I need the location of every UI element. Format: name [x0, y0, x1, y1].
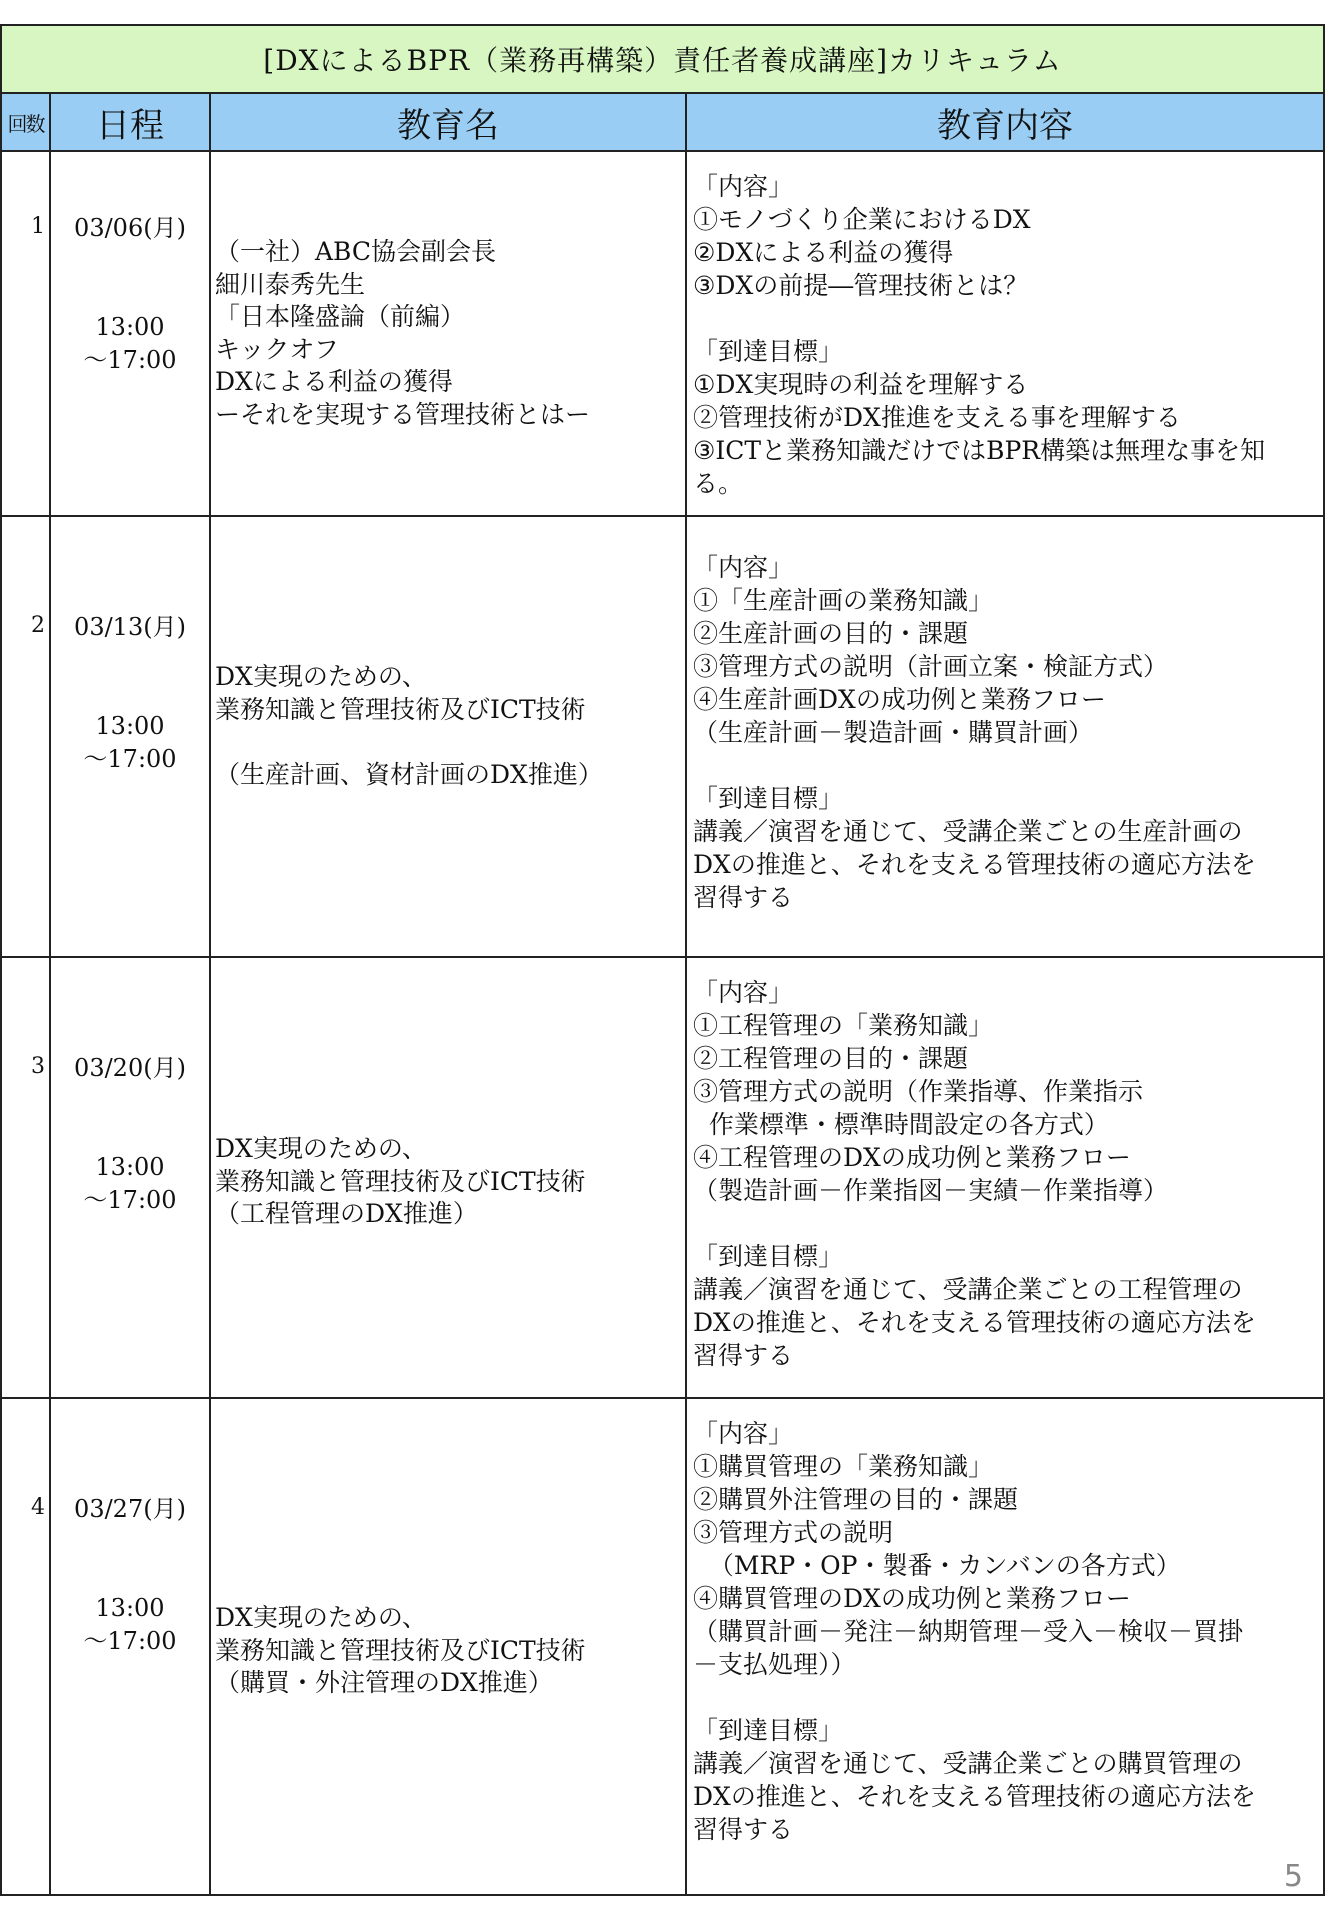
- text-line: 習得する: [693, 1341, 794, 1370]
- course-content: [686, 957, 1324, 1398]
- page-title: [DXによるBPR（業務再構築）責任者養成講座]カリキュラム: [1, 25, 1324, 93]
- session-time-start: 13:00: [95, 1594, 165, 1622]
- text-line: 細川泰秀先生: [215, 269, 366, 299]
- session-time-start: 13:00: [95, 1153, 165, 1181]
- text-line: 「内容」: [693, 172, 794, 201]
- session-schedule: [50, 151, 210, 516]
- course-name: [210, 151, 686, 516]
- text-line: （生産計画－製造計画・購買計画）: [693, 718, 1094, 747]
- session-number: 1: [1, 151, 50, 516]
- table-header-row: [1, 93, 1324, 151]
- text-line: －支払処理））: [693, 1650, 856, 1679]
- text-line: ③管理方式の説明（計画立案・検証方式）: [693, 652, 1169, 681]
- text-line: ①工程管理の「業務知識」: [693, 1011, 994, 1040]
- text-line: ーそれを実現する管理技術とはー: [215, 399, 591, 429]
- text-line: 「到達目標」: [693, 337, 844, 366]
- text-line: ②生産計画の目的・課題: [693, 619, 969, 648]
- text-line: 講義／演習を通じて、受講企業ごとの購買管理の: [693, 1749, 1243, 1778]
- header-no: 回数: [1, 93, 50, 151]
- session-date: 03/06(月): [74, 214, 186, 242]
- text-line: る。: [693, 469, 744, 498]
- name-lines: [215, 958, 685, 1231]
- text-line: 「到達目標」: [693, 1716, 844, 1745]
- session-schedule: [50, 516, 210, 957]
- text-line: DXの推進と、それを支える管理技術の適応方法を: [693, 1308, 1256, 1337]
- text-line: （MRP・OP・製番・カンバンの各方式）: [693, 1551, 1181, 1580]
- course-content: [686, 1398, 1324, 1895]
- session-time-end: ～17:00: [83, 1186, 177, 1214]
- table-row: [1, 151, 1324, 516]
- page-number: 5: [1283, 1859, 1303, 1894]
- content-lines: [693, 958, 1319, 1372]
- text-line: 講義／演習を通じて、受講企業ごとの工程管理の: [693, 1275, 1243, 1304]
- text-line: DXによる利益の獲得: [215, 367, 453, 396]
- text-line: 業務知識と管理技術及びICT技術: [215, 1635, 586, 1665]
- content-lines: [693, 1399, 1319, 1846]
- text-line: （工程管理のDX推進）: [215, 1199, 478, 1228]
- table-row: [1, 516, 1324, 957]
- course-name: [210, 1398, 686, 1895]
- text-line: 作業標準・標準時間設定の各方式）: [693, 1110, 1109, 1139]
- name-lines: [215, 517, 685, 791]
- table-row: [1, 957, 1324, 1398]
- text-line: （購買・外注管理のDX推進）: [215, 1668, 553, 1697]
- text-line: ②DXによる利益の獲得: [693, 238, 954, 267]
- text-line: （製造計画－作業指図－実績－作業指導）: [693, 1176, 1169, 1205]
- course-name: [210, 957, 686, 1398]
- content-lines: [693, 152, 1319, 500]
- text-line: （一社）ABC協会副会長: [215, 237, 497, 266]
- curriculum-sheet: [0, 24, 1323, 1896]
- text-line: ④生産計画DXの成功例と業務フロー: [693, 685, 1106, 714]
- text-line: [693, 302, 1319, 335]
- session-date: 03/13(月): [74, 613, 186, 641]
- text-line: 「内容」: [693, 553, 794, 582]
- text-line: ③ICTと業務知識だけではBPR構築は無理な事を知: [693, 436, 1266, 465]
- table-row: [1, 1398, 1324, 1895]
- text-line: ①購買管理の「業務知識」: [693, 1452, 994, 1481]
- session-number: 2: [1, 516, 50, 957]
- course-content: [686, 151, 1324, 516]
- text-line: 「到達目標」: [693, 784, 844, 813]
- text-line: ②管理技術がDX推進を支える事を理解する: [693, 403, 1181, 432]
- text-line: 習得する: [693, 1815, 794, 1844]
- text-line: 「日本隆盛論（前編）: [215, 302, 466, 331]
- text-line: DXの推進と、それを支える管理技術の適応方法を: [693, 1782, 1256, 1811]
- text-line: 「内容」: [693, 978, 794, 1007]
- text-line: 業務知識と管理技術及びICT技術: [215, 694, 586, 724]
- curriculum-table: [0, 24, 1325, 1896]
- text-line: [693, 1207, 1319, 1240]
- text-line: 「到達目標」: [693, 1242, 844, 1271]
- session-schedule: [50, 957, 210, 1398]
- session-time-end: ～17:00: [83, 745, 177, 773]
- session-time-end: ～17:00: [83, 346, 177, 374]
- name-lines: [215, 1399, 685, 1700]
- text-line: DX実現のための、: [215, 1134, 427, 1163]
- text-line: （購買計画－発注－納期管理－受入－検収－買掛: [693, 1617, 1244, 1646]
- text-line: [693, 1681, 1319, 1714]
- name-lines: [215, 152, 685, 431]
- text-line: ③DXの前提―管理技術とは？: [693, 271, 1029, 300]
- text-line: ③管理方式の説明: [693, 1518, 894, 1547]
- course-content: [686, 516, 1324, 957]
- text-line: ④工程管理のDXの成功例と業務フロー: [693, 1143, 1131, 1172]
- session-date: 03/27(月): [74, 1495, 186, 1523]
- text-line: [215, 726, 685, 759]
- text-line: 業務知識と管理技術及びICT技術: [215, 1166, 586, 1196]
- session-time-end: ～17:00: [83, 1627, 177, 1655]
- header-date: 日程: [50, 93, 210, 151]
- text-line: [693, 749, 1319, 782]
- text-line: （生産計画、資材計画のDX推進）: [215, 759, 603, 789]
- session-number: 3: [1, 957, 50, 1398]
- text-line: ③管理方式の説明（作業指導、作業指示: [693, 1077, 1144, 1106]
- text-line: ②工程管理の目的・課題: [693, 1044, 969, 1073]
- text-line: ①モノづくり企業におけるDX: [693, 205, 1031, 234]
- text-line: DX実現のための、: [215, 1603, 427, 1632]
- course-name: [210, 516, 686, 957]
- text-line: 講義／演習を通じて、受講企業ごとの生産計画の: [693, 817, 1243, 846]
- text-line: DXの推進と、それを支える管理技術の適応方法を: [693, 850, 1256, 879]
- session-schedule: [50, 1398, 210, 1895]
- session-time-start: 13:00: [95, 313, 165, 341]
- text-line: ①DX実現時の利益を理解する: [693, 370, 1029, 399]
- session-number: 4: [1, 1398, 50, 1895]
- text-line: ②購買外注管理の目的・課題: [693, 1485, 1019, 1514]
- text-line: キックオフ: [215, 334, 339, 364]
- text-line: ④購買管理のDXの成功例と業務フロー: [693, 1584, 1131, 1613]
- header-name: 教育名: [210, 93, 686, 151]
- header-content: 教育内容: [686, 93, 1324, 151]
- session-time-start: 13:00: [95, 712, 165, 740]
- content-lines: [693, 517, 1319, 914]
- text-line: DX実現のための、: [215, 662, 427, 691]
- text-line: 習得する: [693, 883, 794, 912]
- text-line: 「内容」: [693, 1419, 794, 1448]
- session-date: 03/20(月): [74, 1054, 186, 1082]
- text-line: ①「生産計画の業務知識」: [693, 586, 994, 615]
